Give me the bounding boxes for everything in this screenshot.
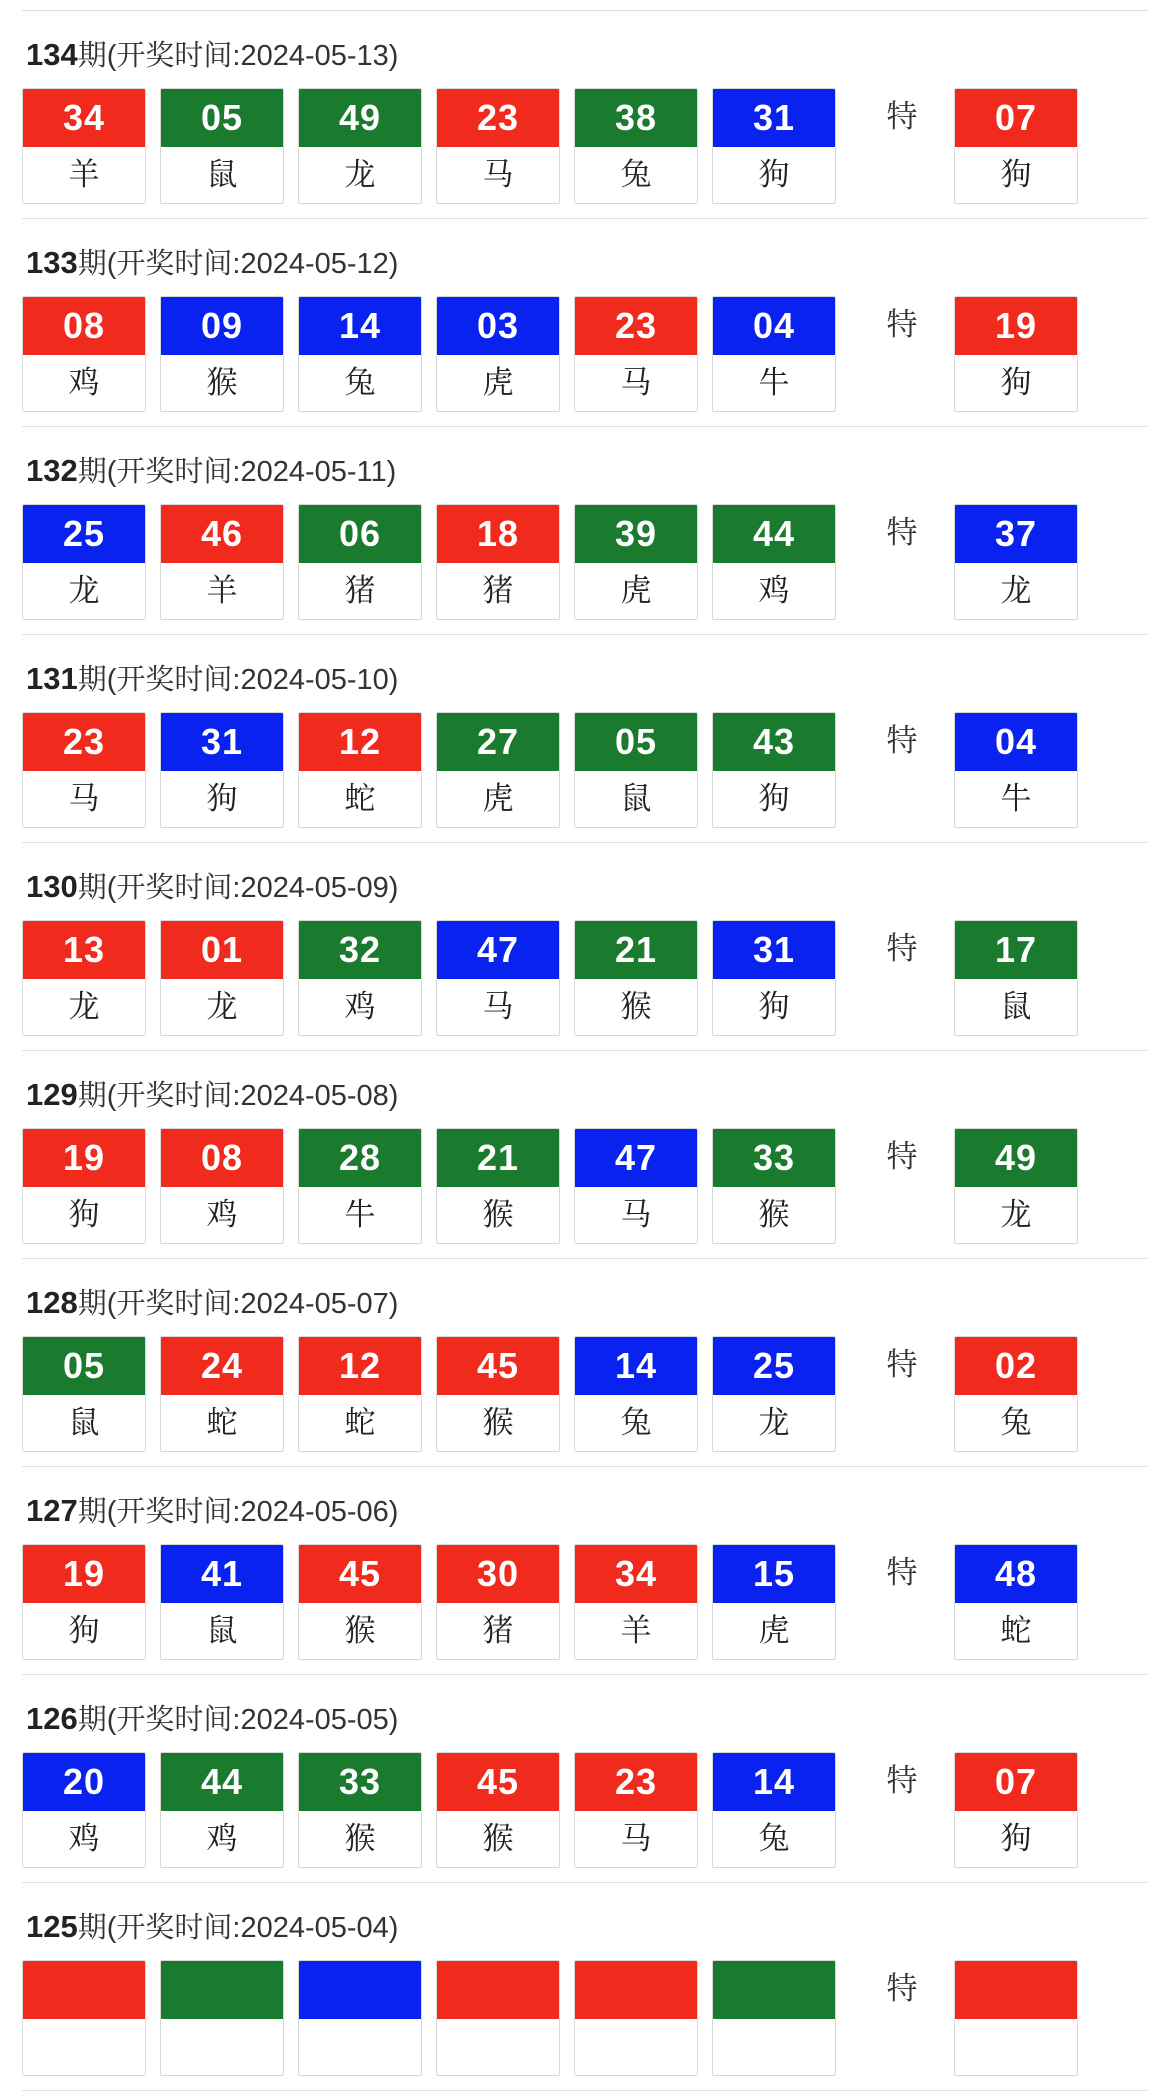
ball-zodiac: 鸡 bbox=[713, 563, 835, 619]
special-ball-label: 特 bbox=[886, 1347, 918, 1382]
ball-zodiac bbox=[161, 2019, 283, 2075]
special-ball-label: 特 bbox=[886, 1971, 918, 2006]
special-number-ball bbox=[954, 1544, 1078, 1660]
number-ball bbox=[574, 920, 698, 1036]
ball-number: 19 bbox=[23, 1129, 145, 1187]
number-ball bbox=[22, 1128, 146, 1244]
draw-issue-number: 130 bbox=[26, 869, 78, 904]
number-ball bbox=[298, 1336, 422, 1452]
ball-number: 38 bbox=[575, 89, 697, 147]
special-number-ball bbox=[954, 920, 1078, 1036]
special-ball-number: 48 bbox=[955, 1545, 1077, 1603]
ball-zodiac: 狗 bbox=[161, 771, 283, 827]
draw-header bbox=[22, 635, 1148, 712]
ball-zodiac: 鸡 bbox=[23, 355, 145, 411]
ball-number: 46 bbox=[161, 505, 283, 563]
special-ball-label: 特 bbox=[886, 1555, 918, 1590]
special-ball-label: 特 bbox=[886, 1139, 918, 1174]
ball-zodiac: 猴 bbox=[437, 1811, 559, 1867]
ball-zodiac: 马 bbox=[23, 771, 145, 827]
number-ball bbox=[22, 1752, 146, 1868]
number-ball bbox=[436, 1128, 560, 1244]
ball-zodiac: 鸡 bbox=[161, 1811, 283, 1867]
ball-zodiac: 狗 bbox=[713, 979, 835, 1035]
draw-block bbox=[22, 1467, 1148, 1675]
ball-zodiac: 龙 bbox=[713, 1395, 835, 1451]
draw-block bbox=[22, 1259, 1148, 1467]
ball-zodiac: 虎 bbox=[437, 355, 559, 411]
special-ball-number: 04 bbox=[955, 713, 1077, 771]
special-number-ball bbox=[954, 296, 1078, 412]
draw-issue-number: 126 bbox=[26, 1701, 78, 1736]
draw-block bbox=[22, 635, 1148, 843]
special-ball-zodiac bbox=[955, 2019, 1077, 2075]
ball-zodiac bbox=[23, 2019, 145, 2075]
draw-issue-meta: 期(开奖时间:2024-05-04) bbox=[77, 1912, 399, 1944]
special-number-ball bbox=[954, 1752, 1078, 1868]
number-ball bbox=[712, 1752, 836, 1868]
ball-number: 05 bbox=[575, 713, 697, 771]
number-ball bbox=[160, 1544, 284, 1660]
number-ball bbox=[712, 504, 836, 620]
ball-zodiac: 龙 bbox=[299, 147, 421, 203]
number-ball bbox=[436, 296, 560, 412]
ball-number: 47 bbox=[437, 921, 559, 979]
draw-issue-meta: 期(开奖时间:2024-05-12) bbox=[77, 248, 399, 280]
number-ball bbox=[160, 296, 284, 412]
number-ball bbox=[436, 1336, 560, 1452]
ball-number: 09 bbox=[161, 297, 283, 355]
number-ball bbox=[436, 1544, 560, 1660]
number-ball bbox=[574, 712, 698, 828]
ball-zodiac: 狗 bbox=[23, 1603, 145, 1659]
ball-zodiac: 兔 bbox=[299, 355, 421, 411]
special-ball-zodiac: 狗 bbox=[955, 147, 1077, 203]
draw-result-list bbox=[22, 11, 1148, 2091]
number-ball bbox=[436, 88, 560, 204]
special-ball-number: 17 bbox=[955, 921, 1077, 979]
number-ball bbox=[298, 712, 422, 828]
number-ball bbox=[298, 1128, 422, 1244]
ball-zodiac: 猴 bbox=[161, 355, 283, 411]
ball-number: 08 bbox=[161, 1129, 283, 1187]
ball-number: 23 bbox=[575, 1753, 697, 1811]
ball-number bbox=[713, 1961, 835, 2019]
special-ball-zodiac: 蛇 bbox=[955, 1603, 1077, 1659]
number-ball bbox=[22, 1336, 146, 1452]
ball-zodiac: 狗 bbox=[713, 771, 835, 827]
ball-number: 32 bbox=[299, 921, 421, 979]
draw-numbers-row bbox=[22, 1752, 1148, 1868]
ball-zodiac: 猪 bbox=[437, 563, 559, 619]
ball-zodiac: 猴 bbox=[437, 1187, 559, 1243]
ball-zodiac: 龙 bbox=[23, 979, 145, 1035]
draw-numbers-row bbox=[22, 712, 1148, 828]
ball-number: 01 bbox=[161, 921, 283, 979]
ball-number bbox=[299, 1961, 421, 2019]
draw-block bbox=[22, 1675, 1148, 1883]
number-ball bbox=[160, 88, 284, 204]
draw-header bbox=[22, 1675, 1148, 1752]
ball-zodiac: 虎 bbox=[713, 1603, 835, 1659]
draw-numbers-row bbox=[22, 1960, 1148, 2076]
draw-issue-meta: 期(开奖时间:2024-05-11) bbox=[77, 456, 397, 488]
ball-number: 41 bbox=[161, 1545, 283, 1603]
draw-header bbox=[22, 1883, 1148, 1960]
ball-number: 45 bbox=[299, 1545, 421, 1603]
draw-numbers-row bbox=[22, 296, 1148, 412]
ball-number: 08 bbox=[23, 297, 145, 355]
special-ball-zodiac: 狗 bbox=[955, 355, 1077, 411]
draw-issue-meta: 期(开奖时间:2024-05-05) bbox=[77, 1704, 399, 1736]
number-ball bbox=[436, 504, 560, 620]
number-ball bbox=[436, 712, 560, 828]
number-ball bbox=[298, 504, 422, 620]
ball-number bbox=[575, 1961, 697, 2019]
special-ball-label: 特 bbox=[886, 931, 918, 966]
ball-number: 23 bbox=[437, 89, 559, 147]
ball-zodiac: 兔 bbox=[713, 1811, 835, 1867]
ball-number: 18 bbox=[437, 505, 559, 563]
ball-zodiac: 蛇 bbox=[299, 771, 421, 827]
draw-block bbox=[22, 1883, 1148, 2091]
number-ball bbox=[574, 88, 698, 204]
number-ball bbox=[574, 1544, 698, 1660]
number-ball bbox=[22, 712, 146, 828]
number-ball bbox=[298, 920, 422, 1036]
ball-number: 12 bbox=[299, 713, 421, 771]
ball-number: 27 bbox=[437, 713, 559, 771]
special-ball-number: 37 bbox=[955, 505, 1077, 563]
special-ball-number: 02 bbox=[955, 1337, 1077, 1395]
ball-number: 45 bbox=[437, 1753, 559, 1811]
ball-number: 04 bbox=[713, 297, 835, 355]
number-ball bbox=[574, 1960, 698, 2076]
number-ball bbox=[712, 1336, 836, 1452]
ball-zodiac: 猴 bbox=[299, 1603, 421, 1659]
draw-header bbox=[22, 843, 1148, 920]
draw-issue-number: 129 bbox=[26, 1077, 78, 1112]
ball-zodiac: 狗 bbox=[23, 1187, 145, 1243]
ball-zodiac bbox=[713, 2019, 835, 2075]
draw-block bbox=[22, 843, 1148, 1051]
special-number-ball bbox=[954, 1336, 1078, 1452]
ball-number: 44 bbox=[713, 505, 835, 563]
ball-number: 34 bbox=[23, 89, 145, 147]
number-ball bbox=[574, 1752, 698, 1868]
number-ball bbox=[712, 1128, 836, 1244]
ball-number: 21 bbox=[575, 921, 697, 979]
special-number-ball bbox=[954, 712, 1078, 828]
draw-numbers-row bbox=[22, 1544, 1148, 1660]
draw-issue-meta: 期(开奖时间:2024-05-08) bbox=[77, 1080, 399, 1112]
ball-zodiac: 鼠 bbox=[161, 1603, 283, 1659]
draw-numbers-row bbox=[22, 1128, 1148, 1244]
ball-number: 12 bbox=[299, 1337, 421, 1395]
ball-number: 14 bbox=[713, 1753, 835, 1811]
number-ball bbox=[436, 1960, 560, 2076]
ball-number bbox=[161, 1961, 283, 2019]
ball-number: 14 bbox=[299, 297, 421, 355]
number-ball bbox=[298, 1960, 422, 2076]
draw-issue-meta: 期(开奖时间:2024-05-13) bbox=[77, 40, 399, 72]
number-ball bbox=[574, 1128, 698, 1244]
number-ball bbox=[22, 1544, 146, 1660]
ball-zodiac: 马 bbox=[437, 147, 559, 203]
special-number-ball bbox=[954, 1128, 1078, 1244]
ball-zodiac: 猪 bbox=[299, 563, 421, 619]
special-ball-number bbox=[955, 1961, 1077, 2019]
special-ball-zodiac: 牛 bbox=[955, 771, 1077, 827]
number-ball bbox=[712, 1544, 836, 1660]
draw-numbers-row bbox=[22, 88, 1148, 204]
special-ball-label: 特 bbox=[886, 1763, 918, 1798]
ball-zodiac: 牛 bbox=[713, 355, 835, 411]
special-ball-zodiac: 狗 bbox=[955, 1811, 1077, 1867]
ball-number: 19 bbox=[23, 1545, 145, 1603]
ball-zodiac: 鼠 bbox=[23, 1395, 145, 1451]
special-ball-number: 07 bbox=[955, 1753, 1077, 1811]
ball-number: 47 bbox=[575, 1129, 697, 1187]
ball-zodiac: 鸡 bbox=[23, 1811, 145, 1867]
ball-number: 25 bbox=[23, 505, 145, 563]
draw-issue-number: 134 bbox=[26, 37, 78, 72]
ball-zodiac: 鸡 bbox=[299, 979, 421, 1035]
draw-numbers-row bbox=[22, 1336, 1148, 1452]
special-ball-label: 特 bbox=[886, 307, 918, 342]
draw-issue-number: 127 bbox=[26, 1493, 78, 1528]
ball-zodiac bbox=[299, 2019, 421, 2075]
ball-number: 23 bbox=[575, 297, 697, 355]
ball-number: 03 bbox=[437, 297, 559, 355]
ball-number: 44 bbox=[161, 1753, 283, 1811]
ball-zodiac: 羊 bbox=[23, 147, 145, 203]
special-ball-number: 07 bbox=[955, 89, 1077, 147]
draw-issue-meta: 期(开奖时间:2024-05-06) bbox=[77, 1496, 399, 1528]
ball-number: 30 bbox=[437, 1545, 559, 1603]
ball-zodiac: 鼠 bbox=[575, 771, 697, 827]
number-ball bbox=[436, 1752, 560, 1868]
draw-issue-number: 128 bbox=[26, 1285, 78, 1320]
ball-zodiac: 虎 bbox=[437, 771, 559, 827]
draw-issue-meta: 期(开奖时间:2024-05-09) bbox=[77, 872, 399, 904]
number-ball bbox=[160, 712, 284, 828]
ball-number: 24 bbox=[161, 1337, 283, 1395]
number-ball bbox=[160, 504, 284, 620]
ball-number: 45 bbox=[437, 1337, 559, 1395]
ball-zodiac: 马 bbox=[575, 1811, 697, 1867]
number-ball bbox=[436, 920, 560, 1036]
ball-number: 06 bbox=[299, 505, 421, 563]
number-ball bbox=[160, 920, 284, 1036]
draw-issue-meta: 期(开奖时间:2024-05-10) bbox=[77, 664, 399, 696]
ball-number: 25 bbox=[713, 1337, 835, 1395]
draw-issue-number: 125 bbox=[26, 1909, 78, 1944]
special-number-ball bbox=[954, 88, 1078, 204]
ball-zodiac: 马 bbox=[575, 355, 697, 411]
ball-zodiac: 羊 bbox=[161, 563, 283, 619]
ball-number: 34 bbox=[575, 1545, 697, 1603]
ball-zodiac: 羊 bbox=[575, 1603, 697, 1659]
draw-header bbox=[22, 427, 1148, 504]
draw-issue-meta: 期(开奖时间:2024-05-07) bbox=[77, 1288, 399, 1320]
ball-number: 49 bbox=[299, 89, 421, 147]
ball-number: 33 bbox=[713, 1129, 835, 1187]
draw-header bbox=[22, 219, 1148, 296]
special-ball-label: 特 bbox=[886, 723, 918, 758]
number-ball bbox=[160, 1128, 284, 1244]
number-ball bbox=[712, 920, 836, 1036]
ball-number: 28 bbox=[299, 1129, 421, 1187]
special-ball-label: 特 bbox=[886, 99, 918, 134]
ball-zodiac: 龙 bbox=[161, 979, 283, 1035]
ball-number: 31 bbox=[713, 921, 835, 979]
draw-block bbox=[22, 1051, 1148, 1259]
number-ball bbox=[574, 296, 698, 412]
ball-number bbox=[23, 1961, 145, 2019]
draw-issue-number: 131 bbox=[26, 661, 78, 696]
ball-number: 13 bbox=[23, 921, 145, 979]
ball-zodiac: 鸡 bbox=[161, 1187, 283, 1243]
draw-header bbox=[22, 1467, 1148, 1544]
number-ball bbox=[574, 504, 698, 620]
special-ball-number: 19 bbox=[955, 297, 1077, 355]
ball-zodiac: 狗 bbox=[713, 147, 835, 203]
ball-number: 23 bbox=[23, 713, 145, 771]
ball-number: 21 bbox=[437, 1129, 559, 1187]
ball-zodiac: 马 bbox=[437, 979, 559, 1035]
ball-zodiac: 猪 bbox=[437, 1603, 559, 1659]
special-ball-zodiac: 龙 bbox=[955, 563, 1077, 619]
ball-zodiac: 蛇 bbox=[161, 1395, 283, 1451]
special-ball-zodiac: 鼠 bbox=[955, 979, 1077, 1035]
ball-number: 33 bbox=[299, 1753, 421, 1811]
ball-zodiac: 鼠 bbox=[161, 147, 283, 203]
special-ball-zodiac: 兔 bbox=[955, 1395, 1077, 1451]
special-ball-zodiac: 龙 bbox=[955, 1187, 1077, 1243]
number-ball bbox=[712, 296, 836, 412]
draw-block bbox=[22, 11, 1148, 219]
ball-number: 31 bbox=[713, 89, 835, 147]
special-ball-number: 49 bbox=[955, 1129, 1077, 1187]
ball-zodiac: 猴 bbox=[437, 1395, 559, 1451]
ball-number bbox=[437, 1961, 559, 2019]
draw-header bbox=[22, 1259, 1148, 1336]
top-divider bbox=[22, 0, 1148, 11]
special-number-ball bbox=[954, 1960, 1078, 2076]
draw-numbers-row bbox=[22, 504, 1148, 620]
draw-issue-number: 132 bbox=[26, 453, 78, 488]
number-ball bbox=[712, 1960, 836, 2076]
number-ball bbox=[298, 296, 422, 412]
number-ball bbox=[298, 1544, 422, 1660]
ball-number: 05 bbox=[161, 89, 283, 147]
ball-zodiac: 马 bbox=[575, 1187, 697, 1243]
ball-zodiac: 猴 bbox=[575, 979, 697, 1035]
ball-number: 31 bbox=[161, 713, 283, 771]
draw-header bbox=[22, 11, 1148, 88]
draw-numbers-row bbox=[22, 920, 1148, 1036]
ball-zodiac: 兔 bbox=[575, 1395, 697, 1451]
number-ball bbox=[22, 88, 146, 204]
ball-zodiac: 兔 bbox=[575, 147, 697, 203]
number-ball bbox=[160, 1960, 284, 2076]
number-ball bbox=[22, 920, 146, 1036]
ball-zodiac: 猴 bbox=[299, 1811, 421, 1867]
special-ball-label: 特 bbox=[886, 515, 918, 550]
ball-zodiac: 猴 bbox=[713, 1187, 835, 1243]
draw-block bbox=[22, 427, 1148, 635]
ball-zodiac: 蛇 bbox=[299, 1395, 421, 1451]
number-ball bbox=[160, 1752, 284, 1868]
ball-zodiac: 龙 bbox=[23, 563, 145, 619]
number-ball bbox=[298, 1752, 422, 1868]
draw-block bbox=[22, 219, 1148, 427]
ball-zodiac: 虎 bbox=[575, 563, 697, 619]
ball-zodiac bbox=[437, 2019, 559, 2075]
ball-number: 15 bbox=[713, 1545, 835, 1603]
ball-number: 20 bbox=[23, 1753, 145, 1811]
ball-number: 39 bbox=[575, 505, 697, 563]
number-ball bbox=[22, 296, 146, 412]
ball-number: 14 bbox=[575, 1337, 697, 1395]
ball-number: 05 bbox=[23, 1337, 145, 1395]
number-ball bbox=[22, 504, 146, 620]
special-number-ball bbox=[954, 504, 1078, 620]
ball-zodiac: 牛 bbox=[299, 1187, 421, 1243]
number-ball bbox=[298, 88, 422, 204]
ball-number: 43 bbox=[713, 713, 835, 771]
draw-issue-number: 133 bbox=[26, 245, 78, 280]
number-ball bbox=[22, 1960, 146, 2076]
number-ball bbox=[160, 1336, 284, 1452]
number-ball bbox=[574, 1336, 698, 1452]
ball-zodiac bbox=[575, 2019, 697, 2075]
number-ball bbox=[712, 712, 836, 828]
number-ball bbox=[712, 88, 836, 204]
draw-header bbox=[22, 1051, 1148, 1128]
